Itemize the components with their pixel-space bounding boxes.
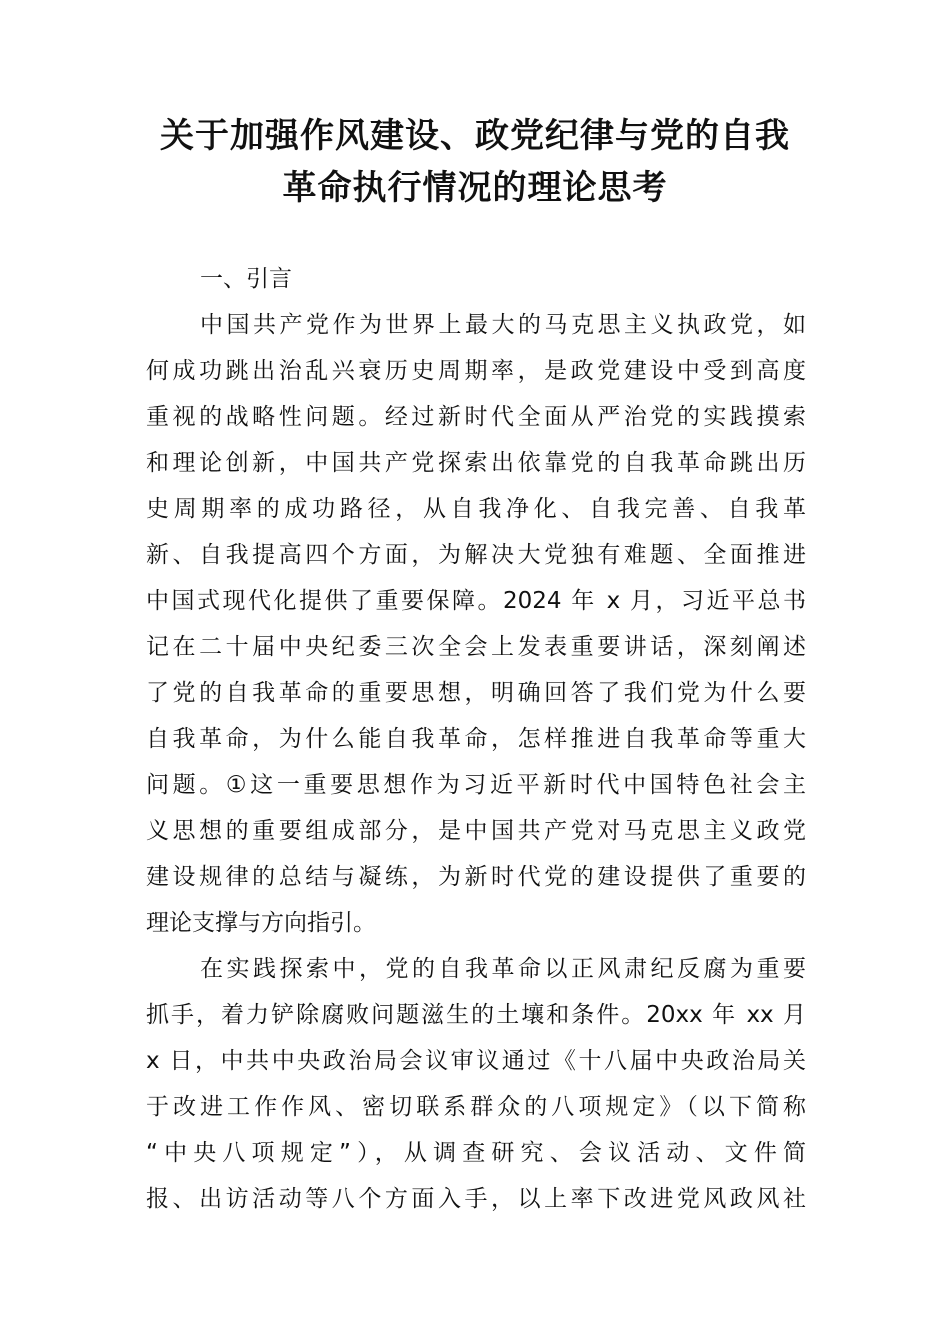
paragraph-line: 和理论创新，中国共产党探索出依靠党的自我革命跳出历 xyxy=(146,450,806,476)
paragraph-line: 报、出访活动等八个方面入手，以上率下改进党风政风社 xyxy=(146,1186,806,1212)
section-heading: 一、引言 xyxy=(200,266,292,292)
paragraph-line: 新、自我提高四个方面，为解决大党独有难题、全面推进 xyxy=(146,542,806,568)
paragraph-line: 自我革命，为什么能自我革命，怎样推进自我革命等重大 xyxy=(146,726,806,752)
paragraph-line: 理论支撑与方向指引。 xyxy=(146,910,376,936)
paragraph-2 xyxy=(146,946,806,1222)
paragraph-line: 记在二十届中央纪委三次全会上发表重要讲话，深刻阐述 xyxy=(146,634,806,660)
paragraph-line: 建设规律的总结与凝练，为新时代党的建设提供了重要的 xyxy=(146,864,806,890)
paragraph-line: 于改进工作作风、密切联系群众的八项规定》（以下简称 xyxy=(146,1094,806,1120)
paragraph-1 xyxy=(146,302,806,946)
paragraph-line: 史周期率的成功路径，从自我净化、自我完善、自我革 xyxy=(146,496,806,522)
paragraph-line: “中央八项规定”），从调查研究、会议活动、文件简 xyxy=(146,1140,806,1166)
paragraph-line: 在实践探索中，党的自我革命以正风肃纪反腐为重要 xyxy=(200,956,806,982)
paragraph-line: 中国共产党作为世界上最大的马克思主义执政党，如 xyxy=(200,312,806,338)
paragraph-line: 了党的自我革命的重要思想，明确回答了我们党为什么要 xyxy=(146,680,806,706)
paragraph-line: 重视的战略性问题。经过新时代全面从严治党的实践摸索 xyxy=(146,404,806,430)
document-title xyxy=(120,110,830,214)
paragraph-line: x 日，中共中央政治局会议审议通过《十八届中央政治局关 xyxy=(146,1048,806,1074)
title-line-2: 革命执行情况的理论思考 xyxy=(282,168,668,208)
title-line-1: 关于加强作风建设、政党纪律与党的自我 xyxy=(160,116,790,156)
paragraph-line: 中国式现代化提供了重要保障。2024 年 x 月，习近平总书 xyxy=(146,588,806,614)
paragraph-line: 问题。①这一重要思想作为习近平新时代中国特色社会主 xyxy=(146,772,806,798)
paragraph-line: 何成功跳出治乱兴衰历史周期率，是政党建设中受到高度 xyxy=(146,358,806,384)
paragraph-line: 抓手，着力铲除腐败问题滋生的土壤和条件。20xx 年 xx 月 xyxy=(146,1002,806,1028)
document-body xyxy=(146,256,806,1222)
paragraph-line: 义思想的重要组成部分，是中国共产党对马克思主义政党 xyxy=(146,818,806,844)
